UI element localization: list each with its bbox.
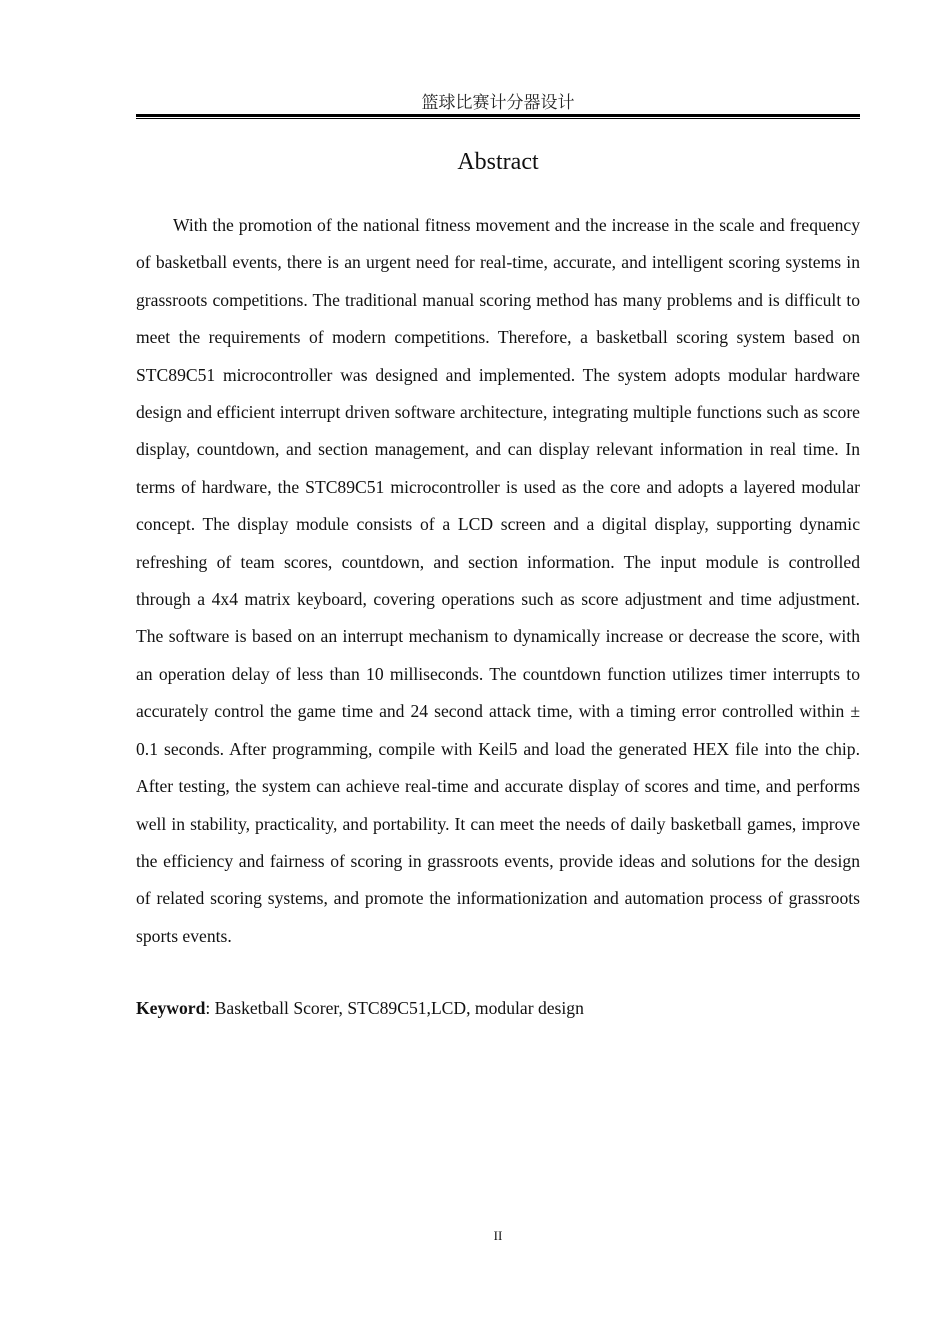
header-double-rule [136,114,860,119]
keywords-text: : Basketball Scorer, STC89C51,LCD, modular design [205,998,584,1018]
page-number: II [493,1228,503,1243]
abstract-heading: Abstract [457,149,539,175]
running-header: 篮球比赛计分器设计 [421,93,575,113]
keywords-label: Keyword [136,998,206,1018]
keywords-line [136,994,860,1022]
abstract-paragraph: With the promotion of the national fitness movement and the increase in the scale and frequency of basketball events, there is an urgent need for real-time, accurate, and intelligent scoring systems in grassroots competitions. The traditional manual scoring method has many problems and is difficult to meet the requirements of modern competitions. Therefore, a basketball scoring system based on STC89C51 microcontroller was designed and implemented. The system adopts modular hardware design and efficient interrupt driven software architecture, integrating multiple functions such as score display, countdown, and section management, and can display relevant information in real time. In terms of hardware, the STC89C51 microcontroller is used as the core and adopts a layered modular concept. The display module consists of a LCD screen and a digital display, supporting dynamic refreshing of team scores, countdown, and section information. The input module is controlled through a 4x4 matrix keyboard, covering operations such as score adjustment and time adjustment. The software is based on an interrupt mechanism to dynamically increase or decrease the score, with an operation delay of less than 10 milliseconds. The countdown function utilizes timer interrupts to accurately control the game time and 24 second attack time, with a timing error controlled within ± 0.1 seconds. After programming, compile with Keil5 and load the generated HEX file into the chip. After testing, the system can achieve real-time and accurate display of scores and time, and performs well in stability, practicality, and portability. It can meet the needs of daily basketball games, improve the efficiency and fairness of scoring in grassroots events, provide ideas and solutions for the design of related scoring systems, and promote the informationization and automation process of grassroots sports events. [136,215,860,946]
